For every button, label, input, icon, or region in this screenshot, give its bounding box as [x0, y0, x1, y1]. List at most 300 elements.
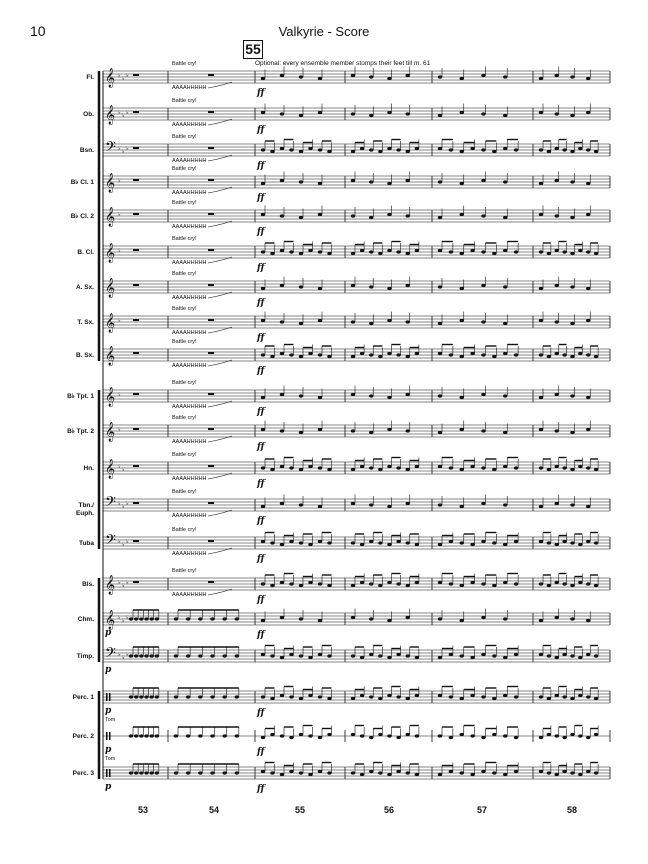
note-head [492, 355, 496, 358]
instrument-label: Perc. 1 [72, 694, 94, 701]
note-head [308, 581, 312, 584]
note-head [586, 77, 590, 80]
dynamic-ff: ff [257, 747, 265, 757]
note-head [261, 653, 265, 656]
note-head [299, 355, 303, 358]
note-head [503, 617, 507, 620]
note-head [503, 694, 507, 697]
note-head [539, 653, 543, 656]
note-head [481, 466, 485, 469]
note-head [149, 617, 153, 620]
note-head [396, 695, 400, 698]
note-head [210, 734, 214, 737]
note-head [129, 695, 133, 698]
instrument-label: Timp. [76, 653, 94, 660]
note-head [289, 148, 293, 151]
instrument-label: Tbn./ [78, 502, 94, 509]
note-head [555, 465, 559, 468]
vocal-direction: Battle cry! [172, 200, 197, 206]
note-head [387, 287, 391, 290]
vocal-syllables: AAAAHHHHH [172, 551, 207, 557]
note-head [415, 465, 419, 468]
note-head [318, 582, 322, 585]
flat-icon: ♭ [118, 73, 121, 79]
treble-clef-icon: 𝄞 [105, 422, 116, 442]
note-head [503, 249, 507, 252]
note-head [415, 543, 419, 546]
note-head [280, 581, 284, 584]
note-head [351, 697, 355, 700]
note-head [570, 584, 574, 587]
vocal-syllables: AAAAHHHHH [172, 404, 207, 410]
note-head [514, 770, 518, 773]
note-head [449, 582, 453, 585]
note-head [460, 111, 464, 114]
note-head [387, 182, 391, 185]
note-head [289, 466, 293, 469]
note-head [492, 584, 496, 587]
note-head [351, 429, 355, 432]
note-head [586, 540, 590, 543]
note-head [308, 465, 312, 468]
note-head [460, 252, 464, 255]
note-head [438, 734, 442, 737]
treble-clef-icon: 𝄞 [105, 68, 116, 88]
dynamic-ff: ff [257, 333, 265, 343]
note-head [318, 287, 322, 290]
note-head [594, 468, 598, 471]
note-head [481, 540, 485, 543]
note-head [261, 466, 265, 469]
note-head [406, 355, 410, 358]
rest [208, 502, 214, 504]
flat-icon: ♭ [126, 615, 129, 621]
dynamic-ff: ff [257, 407, 265, 417]
note-head [222, 654, 226, 657]
flat-icon: ♭ [118, 110, 121, 116]
note-head [261, 250, 265, 253]
note-head [594, 771, 598, 774]
note-head [308, 249, 312, 252]
note-head [351, 355, 355, 358]
note-head [586, 505, 590, 508]
note-head [351, 393, 355, 396]
note-head [149, 771, 153, 774]
note-head [555, 502, 559, 505]
note-head [539, 736, 543, 739]
note-head [270, 150, 274, 153]
rest [133, 111, 139, 113]
note-head [270, 771, 274, 774]
note-head [503, 285, 507, 288]
note-head [586, 736, 590, 739]
note-head [460, 182, 464, 185]
dynamic-p: p [105, 782, 112, 792]
note-head [503, 431, 507, 434]
note-head [280, 694, 284, 697]
dynamic-ff: ff [257, 88, 265, 98]
note-head [406, 179, 410, 182]
note-head [514, 582, 518, 585]
rest [133, 213, 139, 215]
note-head [351, 320, 355, 323]
staff-hn [84, 452, 610, 489]
note-head [503, 114, 507, 117]
vocal-syllables: AAAAHHHHH [172, 260, 207, 266]
note-head [308, 694, 312, 697]
note-head [360, 543, 364, 546]
note-head [261, 582, 265, 585]
note-head [562, 148, 566, 151]
flat-icon: ♭ [118, 580, 121, 586]
vocal-syllables: AAAAHHHHH [172, 592, 207, 598]
note-head [155, 771, 159, 774]
bass-clef-icon: 𝄢 [105, 532, 116, 552]
note-head [438, 581, 442, 584]
note-head [539, 319, 543, 322]
note-head [235, 695, 239, 698]
note-head [280, 502, 284, 505]
rest [133, 502, 139, 504]
note-head [570, 697, 574, 700]
note-head [149, 734, 153, 737]
note-head [539, 540, 543, 543]
note-head [299, 75, 303, 78]
treble-clef-icon: 𝄞 [105, 105, 116, 125]
flat-icon: ♭ [122, 542, 125, 548]
note-head [327, 697, 331, 700]
note-head [318, 77, 322, 80]
note-head [514, 353, 518, 356]
rest [208, 74, 214, 76]
measure-number: 53 [137, 805, 149, 815]
dynamic-ff: ff [257, 298, 265, 308]
note-head [222, 734, 226, 737]
vocal-syllables: AAAAHHHHH [172, 439, 207, 445]
note-head [387, 111, 391, 114]
note-head [318, 396, 322, 399]
note-head [539, 182, 543, 185]
note-head [406, 502, 410, 505]
note-head [438, 216, 442, 219]
dynamic-ff: ff [257, 193, 265, 203]
rest [133, 147, 139, 149]
note-head [351, 179, 355, 182]
note-head [210, 654, 214, 657]
percussion-clef-icon [106, 732, 108, 740]
measure-number: 55 [294, 805, 306, 815]
note-head [555, 249, 559, 252]
note-head [481, 284, 485, 287]
note-head [308, 543, 312, 546]
note-head [539, 770, 543, 773]
rest [208, 540, 214, 542]
note-head [481, 653, 485, 656]
note-head [378, 733, 382, 736]
note-head [555, 320, 559, 323]
note-head [578, 249, 582, 252]
note-head [449, 250, 453, 253]
note-head [387, 656, 391, 659]
vocal-direction: Battle cry! [172, 166, 197, 172]
note-head [460, 619, 464, 622]
note-head [594, 355, 598, 358]
note-head [555, 74, 559, 77]
note-head [594, 252, 598, 255]
page-number: 10 [30, 23, 46, 39]
note-head [270, 541, 274, 544]
note-head [586, 466, 590, 469]
note-head [438, 249, 442, 252]
flat-icon: ♭ [122, 113, 125, 119]
note-head [387, 581, 391, 584]
flat-icon: ♭ [122, 583, 125, 589]
note-head [129, 617, 133, 620]
staff-tuba [79, 527, 610, 564]
note-head [547, 697, 551, 700]
note-head [406, 697, 410, 700]
note-head [460, 428, 464, 431]
note-head [129, 734, 133, 737]
note-head [369, 285, 373, 288]
note-head [586, 250, 590, 253]
note-head [280, 284, 284, 287]
rest [133, 465, 139, 467]
note-head [470, 734, 474, 737]
note-head [481, 148, 485, 151]
note-head [578, 147, 582, 150]
note-head [369, 216, 373, 219]
note-head [547, 733, 551, 736]
note-head [406, 733, 410, 736]
flat-icon: ♭ [126, 580, 129, 586]
note-head [594, 584, 598, 587]
note-head [387, 619, 391, 622]
rest [208, 465, 214, 467]
note-head [481, 770, 485, 773]
note-head [547, 150, 551, 153]
note-head [562, 695, 566, 698]
staff-timp [77, 645, 610, 675]
vocal-syllables: AAAAHHHHH [172, 224, 207, 230]
note-head [360, 147, 364, 150]
note-head [280, 734, 284, 737]
measure-number: 56 [383, 805, 395, 815]
rest [133, 249, 139, 251]
note-head [514, 695, 518, 698]
note-head [139, 654, 143, 657]
vocal-syllables: AAAAHHHHH [172, 295, 207, 301]
staff-bsx [76, 339, 610, 376]
note-head [280, 352, 284, 355]
note-head [139, 734, 143, 737]
note-head [280, 656, 284, 659]
note-head [280, 74, 284, 77]
note-head [261, 428, 265, 431]
percussion-clef-icon [106, 693, 108, 701]
note-head [351, 112, 355, 115]
rest [133, 540, 139, 542]
note-head [562, 653, 566, 656]
note-head [503, 394, 507, 397]
note-head [360, 465, 364, 468]
note-head [503, 147, 507, 150]
staff-tpt2 [67, 415, 610, 452]
note-head [539, 213, 543, 216]
dynamic-ff: ff [257, 125, 265, 135]
vocal-direction: Battle cry! [172, 134, 197, 140]
note-head [503, 322, 507, 325]
note-head [555, 543, 559, 546]
note-head [387, 396, 391, 399]
note-head [318, 619, 322, 622]
vocal-direction: Battle cry! [172, 339, 197, 345]
rest [208, 284, 214, 286]
rest [133, 179, 139, 181]
note-head [198, 695, 202, 698]
rest [208, 111, 214, 113]
note-head [155, 617, 159, 620]
treble-clef-icon: 𝄞 [105, 346, 116, 366]
note-head [415, 352, 419, 355]
note-head [570, 733, 574, 736]
note-head [594, 733, 598, 736]
vocal-direction: Battle cry! [172, 415, 197, 421]
note-head [308, 147, 312, 150]
treble-clef-icon: 𝄞 [105, 575, 116, 595]
note-head [460, 77, 464, 80]
dynamic-p: p [105, 628, 112, 638]
note-head [270, 654, 274, 657]
note-head [406, 429, 410, 432]
note-head [369, 114, 373, 117]
note-head [369, 75, 373, 78]
tom-label: Tom [105, 717, 116, 723]
staff-bsn [80, 134, 610, 171]
rest [133, 319, 139, 321]
note-head [280, 249, 284, 252]
note-head [318, 505, 322, 508]
performance-note: Optional: every ensemble member stomps their feet till m. 61 [255, 60, 431, 67]
note-head [503, 656, 507, 659]
note-head [586, 695, 590, 698]
note-head [144, 734, 148, 737]
note-head [492, 252, 496, 255]
note-head [280, 465, 284, 468]
note-head [470, 352, 474, 355]
note-head [222, 617, 226, 620]
note-head [299, 322, 303, 325]
note-head [396, 653, 400, 656]
note-head [369, 617, 373, 620]
note-head [570, 355, 574, 358]
note-head [129, 771, 133, 774]
note-head [470, 581, 474, 584]
note-head [235, 771, 239, 774]
flat-icon: ♭ [118, 146, 121, 152]
percussion-clef-icon [109, 732, 111, 740]
instrument-label: B♭ Cl. 1 [70, 179, 94, 186]
note-head [308, 773, 312, 776]
note-head [539, 287, 543, 290]
note-head [578, 543, 582, 546]
dynamic-ff: ff [257, 554, 265, 564]
staff-perc3 [73, 763, 610, 795]
staff-perc1 [73, 687, 610, 724]
note-head [144, 695, 148, 698]
flat-icon: ♭ [122, 504, 125, 510]
vocal-direction: Battle cry! [172, 380, 197, 386]
flat-icon: ♭ [122, 618, 125, 624]
dynamic-ff: ff [257, 366, 265, 376]
instrument-label: B. Sx. [75, 352, 94, 359]
flat-icon: ♭ [118, 392, 121, 398]
staff-chm [78, 609, 610, 641]
note-head [289, 582, 293, 585]
note-head [327, 584, 331, 587]
note-head [387, 147, 391, 150]
note-head [378, 150, 382, 153]
measure-number: 54 [208, 805, 220, 815]
note-head [578, 656, 582, 659]
note-head [555, 393, 559, 396]
note-head [149, 695, 153, 698]
staff-bcl [77, 236, 610, 273]
percussion-clef-icon [109, 769, 111, 777]
note-head [327, 150, 331, 153]
instrument-label: Chm. [77, 616, 94, 623]
note-head [578, 581, 582, 584]
note-head [396, 736, 400, 739]
note-head [134, 654, 138, 657]
dynamic-ff: ff [257, 442, 265, 452]
note-head [360, 249, 364, 252]
note-head [360, 656, 364, 659]
flat-icon: ♭ [122, 76, 125, 82]
dynamic-ff: ff [257, 708, 265, 718]
note-head [299, 216, 303, 219]
vocal-direction: Battle cry! [172, 527, 197, 533]
note-head [270, 584, 274, 587]
note-head [369, 582, 373, 585]
note-head [299, 180, 303, 183]
note-head [351, 284, 355, 287]
note-head [299, 468, 303, 471]
note-head [318, 695, 322, 698]
note-head [578, 352, 582, 355]
instrument-label: Bls. [82, 581, 94, 588]
note-head [492, 468, 496, 471]
note-head [299, 654, 303, 657]
note-head [570, 431, 574, 434]
note-head [406, 584, 410, 587]
note-head [186, 654, 190, 657]
note-head [280, 147, 284, 150]
treble-clef-icon: 𝄞 [105, 313, 116, 333]
note-head [351, 468, 355, 471]
note-head [198, 617, 202, 620]
note-head [351, 74, 355, 77]
instrument-label: Perc. 3 [72, 770, 94, 777]
note-head [144, 771, 148, 774]
rest [133, 352, 139, 354]
note-head [539, 77, 543, 80]
vocal-syllables: AAAAHHHHH [172, 513, 207, 519]
note-head [539, 428, 543, 431]
note-head [586, 353, 590, 356]
note-head [555, 112, 559, 115]
note-head [570, 394, 574, 397]
